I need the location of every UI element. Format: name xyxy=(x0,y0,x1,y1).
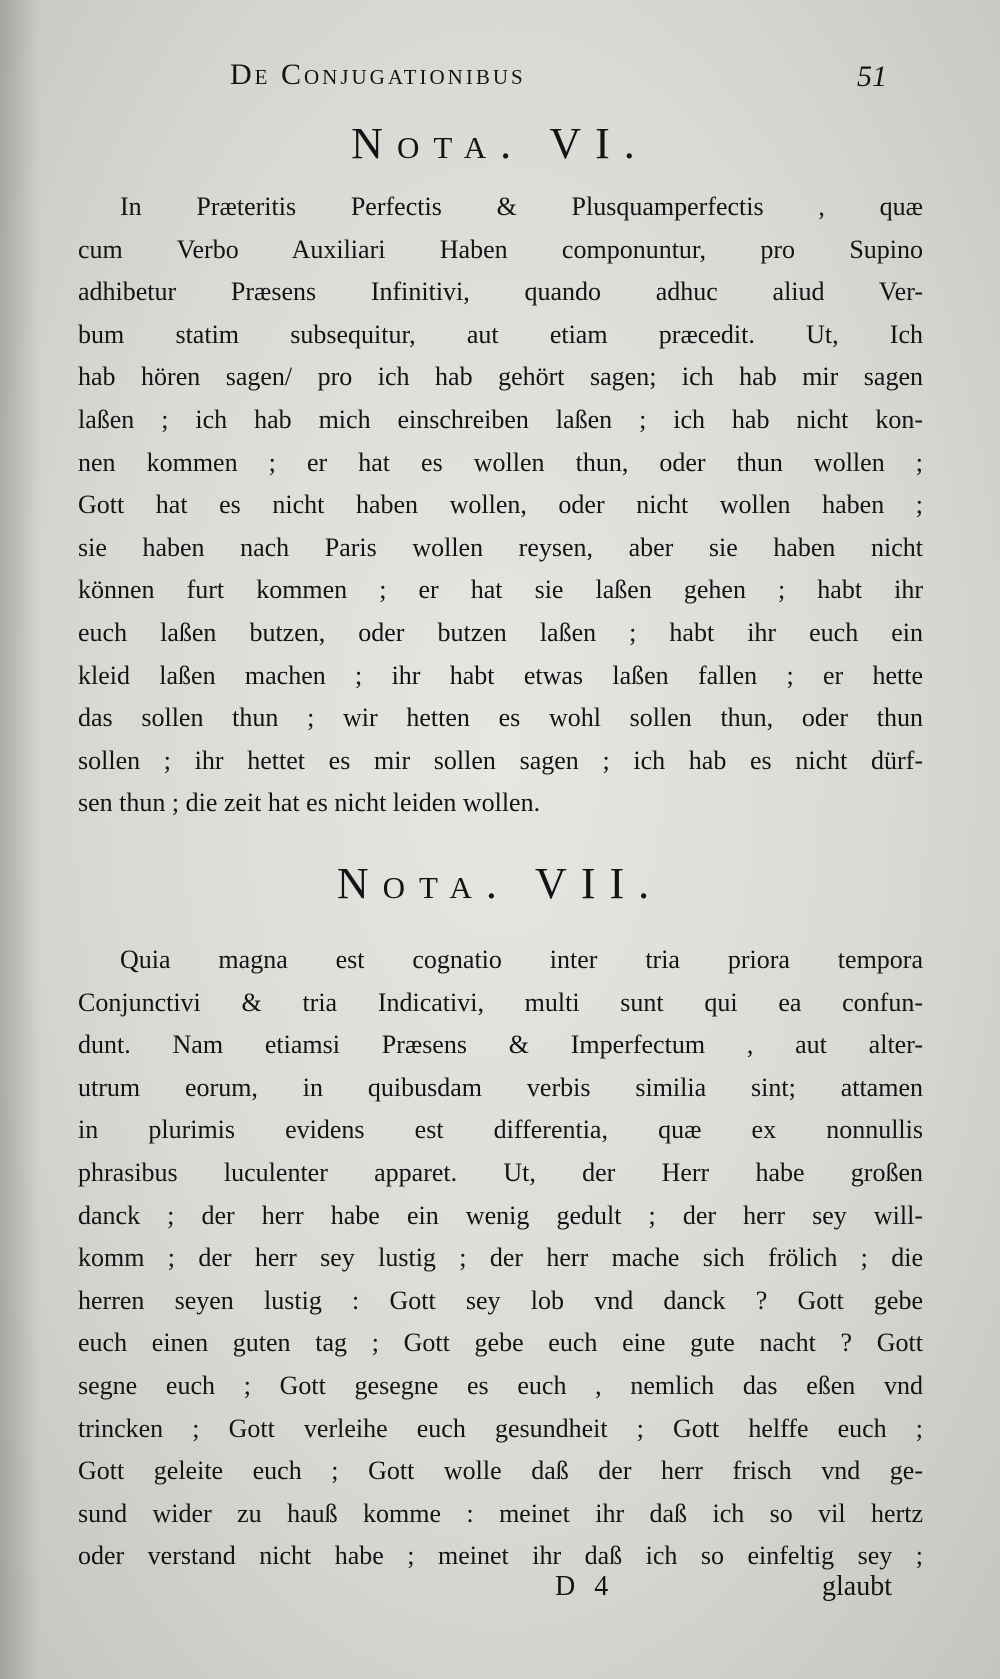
text-line: bum statim subsequitur, aut etiam præcedit. Ut, Ich xyxy=(78,319,923,349)
text-line: laßen ; ich hab mich einschreiben laßen ; ich hab nicht kon- xyxy=(78,404,923,434)
text-line: cum Verbo Auxiliari Haben componuntur, pro Supino xyxy=(78,234,923,264)
text-line: danck ; der herr habe ein wenig gedult ; der herr sey will- xyxy=(78,1200,923,1230)
catchword: glaubt xyxy=(822,1571,892,1602)
text-line: euch einen guten tag ; Gott gebe euch eine gute nacht ? Gott xyxy=(78,1328,923,1358)
text-line: in plurimis evidens est differentia, quæ ex nonnullis xyxy=(78,1115,923,1145)
running-title: De Conjugationibus xyxy=(230,58,526,91)
text-line: herren seyen lustig : Gott sey lob vnd danck ? Gott gebe xyxy=(78,1285,923,1315)
text-line: segne euch ; Gott gesegne es euch , nemlich das eßen vnd xyxy=(78,1370,923,1400)
text-line: das sollen thun ; wir hetten es wohl sollen thun, oder thun xyxy=(78,703,923,733)
text-line: komm ; der herr sey lustig ; der herr mache sich frölich ; die xyxy=(78,1243,923,1273)
section-body-nota-vii xyxy=(78,939,923,1578)
signature-mark: D 4 xyxy=(555,1571,615,1602)
text-line: euch laßen butzen, oder butzen laßen ; habt ihr euch ein xyxy=(78,617,923,647)
text-line: sen thun ; die zeit hat es nicht leiden wollen. xyxy=(78,788,541,818)
page-gutter-shadow xyxy=(0,0,40,1679)
text-line: In Præteritis Perfectis & Plusquamperfectis , quæ xyxy=(120,192,923,221)
text-line: utrum eorum, in quibusdam verbis similia sint; attamen xyxy=(78,1072,923,1102)
text-line: dunt. Nam etiamsi Præsens & Imperfectum , aut alter- xyxy=(78,1030,923,1060)
section-heading-nota-vi: Nota. VI. xyxy=(351,119,649,168)
text-line: sie haben nach Paris wollen reysen, aber sie haben nicht xyxy=(78,532,923,562)
text-line: oder verstand nicht habe ; meinet ihr daß ich so einfeltig sey ; xyxy=(78,1541,923,1571)
text-line: phrasibus luculenter apparet. Ut, der Herr habe großen xyxy=(78,1157,923,1187)
running-head xyxy=(0,58,1000,98)
text-line: kleid laßen machen ; ihr habt etwas laßen fallen ; er hette xyxy=(78,660,923,690)
text-line: Conjunctivi & tria Indicativi, multi sunt qui ea confun- xyxy=(78,987,923,1017)
text-line: Gott hat es nicht haben wollen, oder nicht wollen haben ; xyxy=(78,490,923,520)
page-footer xyxy=(0,1571,1000,1611)
section-body-nota-vi xyxy=(78,186,923,825)
page-number: 51 xyxy=(857,60,887,93)
text-line: Quia magna est cognatio inter tria priora tempora xyxy=(120,945,923,974)
text-line: sollen ; ihr hettet es mir sollen sagen ; ich hab es nicht dürf- xyxy=(78,745,923,775)
section-heading-nota-vii: Nota. VII. xyxy=(336,859,664,908)
text-line: können furt kommen ; er hat sie laßen gehen ; habt ihr xyxy=(78,575,923,605)
text-line: Gott geleite euch ; Gott wolle daß der herr frisch vnd ge- xyxy=(78,1456,923,1486)
text-line: trincken ; Gott verleihe euch gesundheit ; Gott helffe euch ; xyxy=(78,1413,923,1443)
text-line: nen kommen ; er hat es wollen thun, oder thun wollen ; xyxy=(78,447,923,477)
text-line: adhibetur Præsens Infinitivi, quando adhuc aliud Ver- xyxy=(78,277,923,307)
text-line: hab hören sagen/ pro ich hab gehört sagen; ich hab mir sagen xyxy=(78,362,923,392)
text-line: sund wider zu hauß komme : meinet ihr daß ich so vil hertz xyxy=(78,1498,923,1528)
